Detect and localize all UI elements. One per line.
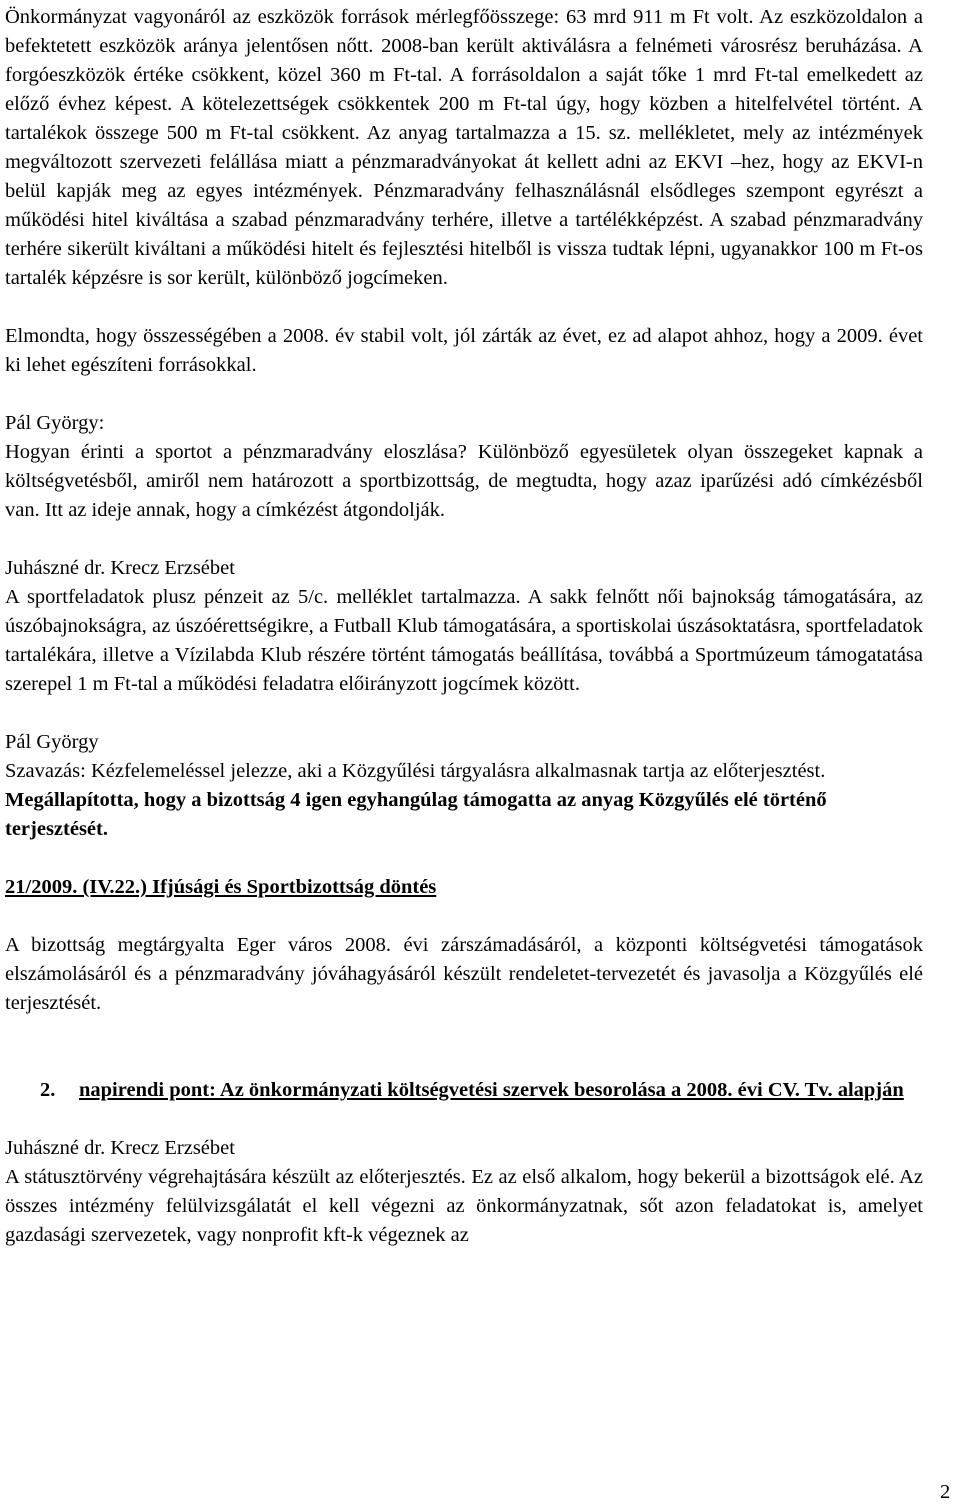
agenda-number: 2. (40, 1079, 56, 1101)
paragraph-sport-funds: A sportfeladatok plusz pénzeit az 5/c. melléklet tartalmazza. A sakk felnőtt női bajnokság támogatására, az úszóbajnokságra, az úszóérettségikre, a Futball Klub támogatására, a sportiskolai úszásoktatásra, sportfeladatok tartalékára, illetve a Vízilabda Klub részére történt támogatás beállítása, továbbá a Sportmúzeum támogatatása szerepel 1 m Ft-tal a működési feladatra előirányzott jogcímek között. (5, 586, 923, 695)
agenda-item (5, 1076, 923, 1105)
paragraph-budget-summary: Önkormányzat vagyonáról az eszközök források mérlegfőösszege: 63 mrd 911 m Ft volt. Az eszközoldalon a befektetett eszközök aránya jelentősen nőtt. 2008-ban került aktiválásra a felnémeti városrész beruházása. A forgóeszközök értéke csökkent, közel 360 m Ft-tal. A forrásoldalon a saját tőke 1 mrd Ft-tal emelkedett az előző évhez képest. A kötelezettségek csökkentek 200 m Ft-tal úgy, hogy közben a hitelfelvétel történt. A tartalékok összege 500 m Ft-tal csökkent. Az anyag tartalmazza a 15. sz. mellékletet, mely az intézmények megváltozott szervezeti felállása miatt a pénzmaradványokat át kellett adni az EKVI –hez, hogy az EKVI-n belül kapják meg az egyes intézmények. Pénzmaradvány felhasználásnál elsődleges szempont egyrészt a működési hitel kiváltása a szabad pénzmaradvány terhére, illetve a tartélékképzést. A szabad pénzmaradvány terhére sikerült kiváltani a működési hitelt és fejlesztési hitelből is vissza tudtak lépni, ugyanakkor 100 m Ft-os tartalék képzésre is sor került, különböző jogcímeken. (5, 6, 923, 289)
document-body (5, 3, 923, 1250)
paragraph-stable-year: Elmondta, hogy összességében a 2008. év stabil volt, jól zárták az évet, ez ad alapot ahhoz, hogy a 2009. évet ki lehet egészíteni forrásokkal. (5, 325, 923, 376)
paragraph-status-law: A státusztörvény végrehajtására készült az előterjesztés. Ez az első alkalom, hogy bekerül a bizottságok elé. Az összes intézmény felülvizsgálatát el kell végezni az önkormányzatnak, sőt azon feladatokat is, amelyet gazdasági szervezetek, vagy nonprofit kft-k végeznek az (5, 1166, 923, 1246)
paragraph-sport-question: Hogyan érinti a sportot a pénzmaradvány eloszlása? Különböző egyesületek olyan összegeket kapnak a költségvetésből, amiről nem határozott a sportbizottság, de megtudta, hogy azaz iparűzési adó címkézésből van. Itt az ideje annak, hogy a címkézést átgondolják. (5, 441, 923, 521)
speaker-name: Pál György: (5, 412, 105, 434)
decision-heading: 21/2009. (IV.22.) Ifjúsági és Sportbizottság döntés (5, 876, 437, 898)
paragraph-vote: Szavazás: Kézfelemeléssel jelezze, aki a Közgyűlési tárgyalásra alkalmasnak tartja az előterjesztést. (5, 760, 826, 782)
speaker-name: Juhászné dr. Krecz Erzsébet (5, 557, 235, 579)
paragraph-vote-result: Megállapította, hogy a bizottság 4 igen egyhangúlag támogatta az anyag Közgyűlés elé történő terjesztését. (5, 789, 827, 840)
speaker-name: Juhászné dr. Krecz Erzsébet (5, 1137, 235, 1159)
paragraph-decision: A bizottság megtárgyalta Eger város 2008. évi zárszámadásáról, a központi költségvetési támogatások elszámolásáról és a pénzmaradvány jóváhagyásáról készült rendeletet-tervezetét és javasolja a Közgyűlés elé terjesztését. (5, 934, 923, 1014)
page-number: 2 (940, 1481, 951, 1503)
speaker-name: Pál György (5, 731, 99, 753)
agenda-title: napirendi pont: Az önkormányzati költségvetési szervek besorolása a 2008. évi CV. Tv. alapján (79, 1079, 904, 1101)
